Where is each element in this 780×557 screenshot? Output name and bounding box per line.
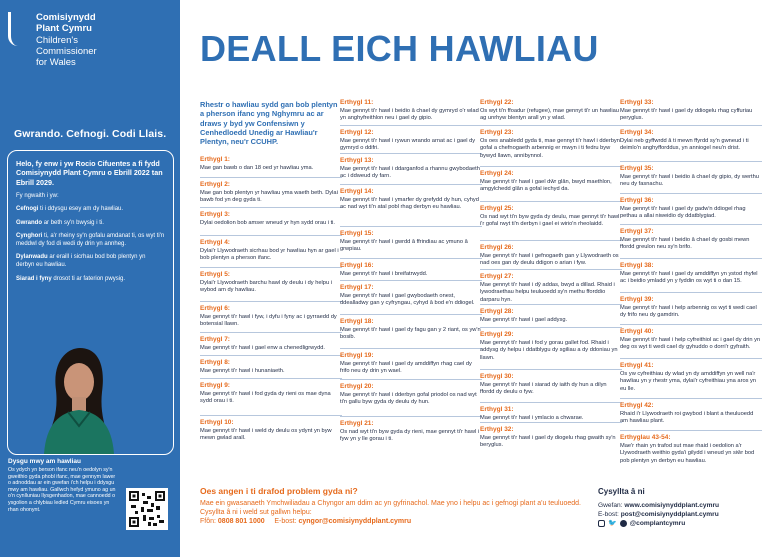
- article-divider: [480, 240, 622, 241]
- article-item: [480, 406, 622, 422]
- article-divider: [340, 153, 482, 154]
- social-handle[interactable]: @complantcymru: [629, 520, 686, 527]
- article-text: Mae gennyt ti'r hawl i beidio â chael dy gosbi mewn ffordd greulon neu sy'n brifo.: [620, 237, 750, 251]
- article-divider: [480, 166, 622, 167]
- phone-number[interactable]: 0808 801 1000: [217, 518, 265, 525]
- intro-item-text: ti i ddysgu esey am dy hawliau.: [40, 206, 124, 213]
- article-item: [620, 129, 762, 153]
- intro-role: Fy ngwaith i yw:: [16, 193, 59, 200]
- intro-item: [16, 275, 165, 283]
- article-text: Os wyt ti'n ffoadur (refugee), mae gennyt ti'r un hawliau ag unrhyw blentyn arall yn y wlad.: [480, 108, 619, 122]
- article-divider: [620, 258, 762, 259]
- article-text: Mae gennyt ti'r hawl i breifatrwydd.: [340, 271, 428, 277]
- article-text: Mae gennyt ti'r hawl i gael dy ddiogelu rhag cyffuriau peryglus.: [620, 108, 753, 122]
- article-heading: Erthygl 37:: [620, 228, 654, 235]
- article-text: Mae gennyt ti'r hawl i fod gyda dy rieni os mae dyna sydd orau i ti.: [200, 391, 331, 405]
- contact-block: [598, 487, 768, 528]
- logo-line: Plant Cymru: [36, 23, 92, 34]
- sidebar: [0, 0, 180, 557]
- intro-item-text: drosot ti ar faterion pwysig.: [53, 275, 126, 282]
- article-text: Mae gennyt ti'r hawl i fod y gorau gallet fod. Rhaid i addysg dy helpu i ddatblygu dy sgiliau a dy ddoniau yn llawn.: [480, 340, 618, 361]
- article-item: [620, 228, 762, 252]
- article-heading: Erthygl 30:: [480, 373, 514, 380]
- article-item: [480, 205, 622, 229]
- intro-item-label: Gwrando: [16, 219, 43, 226]
- article-item: [200, 382, 342, 406]
- article-item: [340, 157, 482, 181]
- article-text: Mae gennyt ti'r hawl i gael enw a chenedligrwydd.: [200, 345, 326, 351]
- article-item: [480, 331, 622, 362]
- article-heading: Erthygl 27:: [480, 273, 514, 280]
- article-text: Mae gennyt ti'r hawl i dŷ addas, bwyd a dillad. Rhaid i lywodraethau helpu teuluoedd sy'n methu fforddio darparu hyn.: [480, 282, 615, 303]
- article-divider: [340, 348, 482, 349]
- article-item: [620, 165, 762, 189]
- article-text: Mae gennyt ti'r hawl i hunaniaeth.: [200, 368, 285, 374]
- article-item: [480, 273, 622, 304]
- article-item: [200, 419, 342, 443]
- article-divider: [200, 301, 342, 302]
- article-heading: Erthygl 13:: [340, 157, 374, 164]
- article-heading: Erthygl 22:: [480, 99, 514, 106]
- intro-item-label: Cefnogi: [16, 206, 39, 213]
- article-item: [200, 181, 342, 205]
- qr-pattern: [129, 491, 165, 527]
- article-heading: Erthygl 25:: [480, 205, 514, 212]
- article-item: [480, 99, 622, 123]
- article-item: [620, 328, 762, 352]
- article-text: Mae gennyt ti'r hawl i ymarfer dy grefydd dy hun, cyhyd ac nad wyt ti'n atal pobl rhag derbyn eu hawliau.: [340, 197, 479, 211]
- article-text: Dylai'r Llywodraeth sicrhau bod yr hawliau hyn ar gael i bob plentyn a pherson ifanc.: [200, 248, 339, 262]
- article-divider: [200, 355, 342, 356]
- article-heading: Erthygl 29:: [480, 331, 514, 338]
- article-divider: [620, 292, 762, 293]
- page-title: DEALL EICH HAWLIAU: [200, 28, 599, 69]
- article-divider: [200, 177, 342, 178]
- article-text: Mae gennyt ti'r hawl i siarad dy iaith dy hun a dilyn ffordd dy deulu o fyw.: [480, 382, 607, 396]
- article-text: Mae gennyt ti'r hawl i beidio â chael dy gymryd o'r wlad yn anghyfreithlon neu i gael dy gipio.: [340, 108, 479, 122]
- learn-more-text: Os ydych yn berson ifanc neu'n oedolyn sy'n gweithio gyda phobl ifanc, mae gennym lawer o adnoddau ar ein gwefan i'ch helpu i ddysgu mwy am hawliau. Gallwch hefyd ymuno ag un o'n cynlluniau llysgenhadon, mae cannoedd o ysgolion a chlybiau ledled Cymru eisoes yn rhan ohonynt.: [8, 467, 116, 513]
- commissioner-photo: [38, 340, 118, 454]
- article-item: [200, 239, 342, 263]
- article-heading: Erthygl 1:: [200, 156, 230, 163]
- article-divider: [480, 125, 622, 126]
- phone-label: Ffôn:: [200, 518, 216, 525]
- article-heading: Erthygl 34:: [620, 129, 654, 136]
- web-label: Gwefan:: [598, 502, 623, 509]
- article-heading: Erthygl 39:: [620, 296, 654, 303]
- article-heading: Erthygl 5:: [200, 271, 230, 278]
- article-text: Mae gennyt ti'r hawl i weld dy deulu os ydynt yn byw mewn gwlad arall.: [200, 428, 332, 442]
- article-text: Mae gennyt ti'r hawl i ymlacio a chwarae.: [480, 415, 584, 421]
- article-divider: [480, 369, 622, 370]
- facebook-icon[interactable]: [620, 520, 627, 527]
- article-text: Mae gennyt ti'r hawl i gael dy diogelu rhag gwaith sy'n beryglus.: [480, 435, 616, 449]
- article-item: [200, 359, 342, 375]
- article-text: Mae gennyt ti'r hawl i gwrdd â ffrindiau ac ymuno â grwpiau.: [340, 239, 468, 253]
- article-divider: [200, 378, 342, 379]
- logo-mark-icon: [8, 12, 30, 46]
- article-heading: Erthygl 14:: [340, 188, 374, 195]
- article-text: Mae gennyt ti'r hawl i dderbyn gofal priodol os nad wyt ti'n gallu byw gyda dy deulu dy hun.: [340, 392, 477, 406]
- article-heading: Erthygl 2:: [200, 181, 230, 188]
- learn-more: [8, 458, 118, 513]
- advice-email-link[interactable]: cyngor@comisiynyddplant.cymru: [298, 518, 412, 525]
- article-divider: [200, 207, 342, 208]
- intro-item-text: ar beth sy'n bwysig i ti.: [43, 219, 104, 226]
- article-divider: [620, 430, 762, 431]
- article-text: Mae gennyt ti'r hawl i gael dy amddiffyn yn ystod rhyfel ac i beidio ymladd yn y fyddin os wyt ti o dan 15.: [620, 271, 758, 285]
- article-text: Mae gennyt ti'r hawl i gael dy fagu gan y 2 riant, os yw'n bosib.: [340, 327, 481, 341]
- article-item: [480, 170, 622, 194]
- article-divider: [200, 415, 342, 416]
- article-text: Dylai'r Llywodraeth barchu hawl dy deulu i dy helpu i wybod am dy hawliau.: [200, 280, 332, 294]
- article-item: [620, 434, 762, 465]
- article-text: Mae gennyt ti'r hawl i fyw, i dyfu i fyny ac i gyrraedd dy botensial llawn.: [200, 314, 337, 328]
- article-item: [620, 362, 762, 393]
- article-item: [340, 129, 482, 153]
- logo: [8, 12, 97, 68]
- article-divider: [340, 379, 482, 380]
- article-heading: Erthygl 15:: [340, 230, 374, 237]
- contact-social: [598, 519, 768, 528]
- article-heading: Erthyglau 43-54:: [620, 434, 671, 441]
- email-label: E-bost:: [274, 518, 297, 525]
- article-text: Mae gennyt ti'r hawl i beidio â chael dy gipio, dy werthu neu dy fasnachu.: [620, 174, 759, 188]
- article-divider: [340, 226, 482, 227]
- article-item: [340, 352, 482, 376]
- article-item: [200, 271, 342, 295]
- article-text: Mae gennyt ti'r hawl i help arbennig os wyt ti wedi cael dy frifo neu dy gamdrin.: [620, 305, 757, 319]
- article-item: [480, 308, 622, 324]
- intro-item-label: Siarad i fyny: [16, 275, 52, 282]
- article-text: Mae gennyt ti'r hawl i gael dy amddiffyn rhag cael dy frifo neu dy drin yn wael.: [340, 361, 472, 375]
- article-item: [340, 230, 482, 254]
- article-divider: [620, 358, 762, 359]
- article-heading: Erthygl 40:: [620, 328, 654, 335]
- intro-item-label: Dylanwadu: [16, 254, 48, 261]
- contact-email-link[interactable]: post@comisiynyddplant.cymru: [620, 511, 719, 518]
- article-divider: [620, 193, 762, 194]
- article-item: [340, 318, 482, 342]
- article-text: Mae gennyt ti'r hawl i help cyfreithiol ac i gael dy drin yn deg os wyt ti wedi cael dy gyhuddo o dorri'r gyfraith.: [620, 337, 761, 351]
- rights-intro: Rhestr o hawliau sydd gan bob plentyn a pherson ifanc yng Nghymru ac ar draws y byd yw Confensiwn y Cenhedloedd Unedig ar Hawliau'r Plentyn, neu'r CCUHP.: [200, 100, 338, 147]
- intro-item: [16, 253, 165, 269]
- article-heading: Erthygl 23:: [480, 129, 514, 136]
- article-item: [340, 99, 482, 123]
- instagram-icon[interactable]: [598, 520, 605, 527]
- article-item: [340, 383, 482, 407]
- article-text: Mae gennyt ti'r hawl i rywun wrando arnat ac i gael dy gymryd o ddifri.: [340, 138, 476, 152]
- article-heading: Erthygl 10:: [200, 419, 234, 426]
- article-item: [340, 420, 482, 444]
- article-heading: Erthygl 28:: [480, 308, 514, 315]
- article-heading: Erthygl 4:: [200, 239, 230, 246]
- article-item: [340, 262, 482, 278]
- intro-item: [16, 205, 165, 213]
- article-divider: [620, 398, 762, 399]
- article-item: [480, 373, 622, 397]
- article-divider: [620, 324, 762, 325]
- article-item: [200, 156, 342, 172]
- article-heading: Erthygl 31:: [480, 406, 514, 413]
- article-text: Mae gennyt ti'r hawl i gefnogaeth gan y Llywodraeth os nad oes gan dy deulu ddigon o arian i fyw.: [480, 253, 619, 267]
- logo-line: Commissioner: [36, 46, 97, 57]
- article-item: [480, 129, 622, 160]
- intro-item-label: Cynghori: [16, 232, 43, 239]
- article-divider: [200, 332, 342, 333]
- logo-line: Comisiynydd: [36, 12, 96, 23]
- intro-item: [16, 219, 165, 227]
- article-heading: Erthygl 36:: [620, 197, 654, 204]
- contact-web: [598, 501, 768, 510]
- article-item: [620, 99, 762, 123]
- article-text: Dylai oedolion bob amser wneud yr hyn sydd orau i ti.: [200, 220, 335, 226]
- article-item: [620, 262, 762, 286]
- intro-hello: Helo, fy enw i yw Rocio Cifuentes a fi fydd Comisiynydd Plant Cymru o Ebrill 2022 tan Ebrill 2029.: [16, 159, 163, 187]
- intro-item: [16, 232, 165, 248]
- article-heading: Erthygl 41:: [620, 362, 654, 369]
- article-heading: Erthygl 19:: [340, 352, 374, 359]
- article-divider: [480, 304, 622, 305]
- article-heading: Erthygl 35:: [620, 165, 654, 172]
- article-heading: Erthygl 17:: [340, 284, 374, 291]
- intro-item-text: ar eraill i sicrhau bod bob plentyn yn derbyn eu hawliau.: [16, 254, 146, 269]
- article-heading: Erthygl 11:: [340, 99, 374, 106]
- logo-text: [36, 12, 97, 68]
- intro-item-text: ti, a'r rheiny sy'n gofalu amdanat ti, os wyt ti'n meddwl dy fod di wedi dy drin yn annheg.: [16, 232, 165, 248]
- article-divider: [480, 201, 622, 202]
- logo-line: for Wales: [36, 57, 76, 68]
- article-divider: [480, 402, 622, 403]
- article-divider: [200, 235, 342, 236]
- advice-text: Mae ein gwasanaeth Ymchwiliadau a Chyngor am ddim ac yn gyfrinachol. Mae yno i helpu ac i gefnogi plant a'u teuluoedd.: [200, 500, 581, 507]
- learn-more-title: Dysgu mwy am hawliau: [8, 458, 81, 465]
- article-item: [620, 296, 762, 320]
- article-text: Mae gan bawb o dan 18 oed yr hawliau yma.: [200, 165, 314, 171]
- article-text: Rhaid i'r Llywodraeth roi gwybod i blant a theuluoedd am hawliau plant.: [620, 411, 754, 425]
- article-divider: [620, 224, 762, 225]
- qr-code-icon[interactable]: [126, 488, 168, 530]
- logo-line: Children's: [36, 35, 78, 46]
- article-item: [620, 402, 762, 426]
- article-divider: [340, 314, 482, 315]
- article-text: Mae gennyt ti'r hawl i gael dy gadw'n ddiogel rhag pethau a allai niweidio dy ddatblygiad.: [620, 206, 746, 220]
- article-item: [480, 426, 622, 450]
- article-text: Mae gan bob plentyn yr hawliau yma waeth beth. Dylai bawb fod yn deg gyda ti.: [200, 190, 338, 204]
- article-text: Mae gennyt ti'r hawl i gael gwybodaeth onest, ddealladwy gan y cyfryngau, cyhyd â bod e'n ddiogel.: [340, 293, 475, 307]
- article-heading: Erthygl 8:: [200, 359, 230, 366]
- article-text: Os yw cyfreithiau dy wlad yn dy amddiffyn yn well na'r hawliau yn y rhestr yma, dylai'r cyfreithiau yna aros yn eu lle.: [620, 371, 757, 392]
- article-item: [340, 188, 482, 212]
- email-label: E-bost:: [598, 511, 619, 518]
- advice-question: Oes angen i ti drafod problem gyda ni?: [200, 486, 358, 496]
- article-divider: [340, 125, 482, 126]
- article-heading: Erthygl 26:: [480, 244, 514, 251]
- article-heading: Erthygl 3:: [200, 211, 230, 218]
- article-text: Dylai neb gyffwrdd â ti mewn ffyrdd sy'n gwneud i ti deimlo'n anghyfforddus, yn anniogel neu'n drist.: [620, 138, 749, 152]
- article-heading: Erthygl 42:: [620, 402, 654, 409]
- advice-text: Cysyllta â ni i weld sut gallwn helpu:: [200, 509, 312, 516]
- article-heading: Erthygl 32:: [480, 426, 514, 433]
- article-divider: [340, 280, 482, 281]
- article-item: [340, 284, 482, 308]
- article-divider: [620, 161, 762, 162]
- contact-email: [598, 510, 768, 519]
- tagline: Gwrando. Cefnogi. Codi Llais.: [14, 128, 167, 140]
- article-divider: [340, 258, 482, 259]
- article-divider: [480, 327, 622, 328]
- twitter-icon[interactable]: 🐦: [608, 520, 617, 527]
- article-heading: Erthygl 7:: [200, 336, 230, 343]
- contact-title: Cysyllta â ni: [598, 487, 645, 496]
- article-item: [200, 336, 342, 352]
- article-heading: Erthygl 6:: [200, 305, 230, 312]
- article-heading: Erthygl 12:: [340, 129, 374, 136]
- article-heading: Erthygl 9:: [200, 382, 230, 389]
- article-heading: Erthygl 16:: [340, 262, 374, 269]
- article-text: Mae gennyt ti'r hawl i gael addysg.: [480, 317, 568, 323]
- article-heading: Erthygl 38:: [620, 262, 654, 269]
- article-item: [200, 305, 342, 329]
- article-divider: [620, 125, 762, 126]
- article-divider: [480, 422, 622, 423]
- article-heading: Erthygl 18:: [340, 318, 374, 325]
- article-text: Os nad wyt ti'n byw gyda dy deulu, mae gennyt ti'r hawl i'r gofal rwyt ti'n derbyn i gael ei wirio'n rheolaidd.: [480, 214, 620, 228]
- article-text: Os oes anabledd gyda ti, mae gennyt ti'r hawl i dderbyn gofal a chefnogaeth arbennig er mwyn i ti fedru byw bywyd llawn, annibynnol.: [480, 138, 620, 159]
- article-text: Mae gennyt ti'r hawl i ddarganfod a rhannu gwybodaeth ac i ddweud dy farn.: [340, 166, 480, 180]
- article-divider: [340, 416, 482, 417]
- portrait-image: [38, 340, 118, 454]
- article-heading: Erthygl 33:: [620, 99, 654, 106]
- article-divider: [340, 184, 482, 185]
- article-text: Mae'r rhain yn trafod sut mae rhaid i oedolion a'r Llywodraeth weithio gyda'i gilydd i wneud yn siŵr bod pob plentyn yn derbyn eu hawliau.: [620, 443, 755, 464]
- article-item: [620, 197, 762, 221]
- article-heading: Erthygl 20:: [340, 383, 374, 390]
- article-text: Mae gennyt ti'r hawl i gael dŵr glân, bwyd maethlon, amgylchedd glân a gofal iechyd da.: [480, 179, 612, 193]
- article-item: [200, 211, 342, 227]
- article-heading: Erthygl 21:: [340, 420, 374, 427]
- article-divider: [200, 267, 342, 268]
- website-link[interactable]: www.comisiynyddplant.cymru: [624, 502, 720, 509]
- article-item: [480, 244, 622, 268]
- article-text: Os nad wyt ti'n byw gyda dy rieni, mae gennyt ti'r hawl i fyw yn y lle gorau i ti.: [340, 429, 480, 443]
- article-divider: [480, 269, 622, 270]
- article-heading: Erthygl 24:: [480, 170, 514, 177]
